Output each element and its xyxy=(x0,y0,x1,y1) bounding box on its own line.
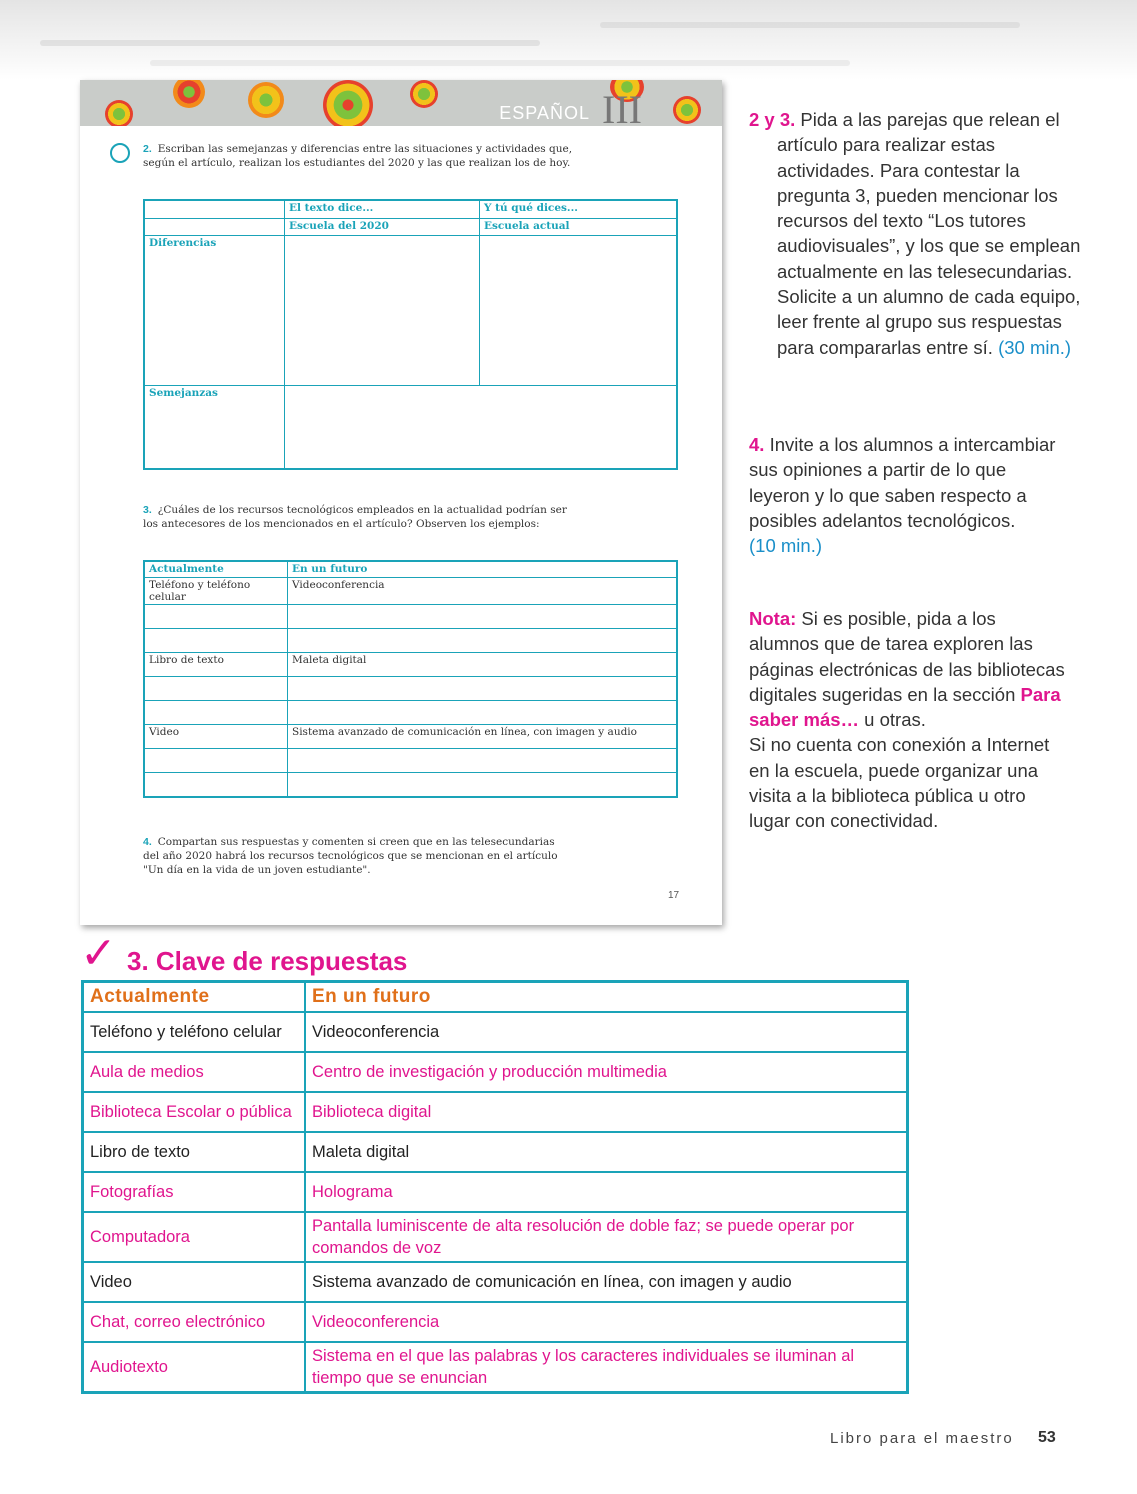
note-activity-4 xyxy=(749,432,1069,558)
table-row xyxy=(144,701,677,725)
table-row xyxy=(83,1132,908,1172)
table-row xyxy=(83,1302,908,1342)
table-header: Actualmente xyxy=(144,561,288,578)
table-cell xyxy=(144,629,288,653)
answer-key-title: 3. Clave de respuestas xyxy=(127,946,408,976)
table-header: Actualmente xyxy=(83,982,306,1012)
current-resource-cell: Fotografías xyxy=(83,1172,306,1212)
answer-cell xyxy=(285,386,678,470)
table-cell: Libro de texto xyxy=(144,653,288,677)
table-row xyxy=(83,1342,908,1393)
future-resource-cell: Maleta digital xyxy=(305,1132,908,1172)
question-2 xyxy=(143,142,583,170)
question-number: 2. xyxy=(143,143,152,155)
future-resource-cell: Pantalla luminiscente de alta resolución de doble faz; se puede operar por comandos de voz xyxy=(305,1212,908,1262)
table-cell xyxy=(144,773,288,798)
table-header: En un futuro xyxy=(305,982,908,1012)
current-resource-cell: Aula de medios xyxy=(83,1052,306,1092)
section-reference: Para saber más… xyxy=(749,683,1061,731)
future-resource-cell: Biblioteca digital xyxy=(305,1092,908,1132)
question-number: 3. xyxy=(143,504,152,516)
current-resource-cell: Computadora xyxy=(83,1212,306,1262)
student-page-thumbnail xyxy=(80,80,722,925)
table-cell xyxy=(144,701,288,725)
row-label-similarities: Semejanzas xyxy=(144,386,285,470)
table-header: En un futuro xyxy=(288,561,678,578)
differences-table xyxy=(143,199,678,470)
time-label: (30 min.) xyxy=(998,336,1072,358)
table-header: El texto dice... xyxy=(285,200,480,219)
page-banner xyxy=(80,80,722,126)
table-row xyxy=(144,578,677,605)
current-resource-cell: Video xyxy=(83,1262,306,1302)
table-header: Escuela del 2020 xyxy=(285,219,480,236)
table-row xyxy=(144,653,677,677)
current-resource-cell: Chat, correo electrónico xyxy=(83,1302,306,1342)
table-cell: Teléfono y teléfono celular xyxy=(144,578,288,605)
table-row xyxy=(83,1012,908,1052)
table-cell: Videoconferencia xyxy=(288,578,678,605)
table-header: Y tú qué dices... xyxy=(480,200,678,219)
subject-title: ESPAÑOL xyxy=(499,103,590,123)
table-row xyxy=(144,677,677,701)
table-cell xyxy=(288,773,678,798)
future-resource-cell: Videoconferencia xyxy=(305,1012,908,1052)
note-text: Si es posible, pida a los alumnos que de tarea exploren las páginas electrónicas de las bibliotecas digitales sugeridas en la sección xyxy=(749,608,1065,705)
table-cell xyxy=(144,605,288,629)
footer-book-title: Libro para el maestro xyxy=(830,1430,1014,1447)
question-4 xyxy=(143,835,573,877)
note-key: Nota: xyxy=(749,608,797,629)
inner-page-number: 17 xyxy=(668,890,680,901)
question-text: ¿Cuáles de los recursos tecnológicos empleados en la actualidad podrían ser los antecesores de los mencionados en el artículo? Observen los ejemplos: xyxy=(143,504,567,530)
table-cell xyxy=(144,749,288,773)
future-resource-cell: Holograma xyxy=(305,1172,908,1212)
time-label: (10 min.) xyxy=(749,535,822,557)
table-row xyxy=(83,1172,908,1212)
answer-cell xyxy=(480,236,678,386)
table-cell xyxy=(288,605,678,629)
table-cell xyxy=(288,629,678,653)
table-cell xyxy=(288,677,678,701)
refresh-icon xyxy=(110,143,130,163)
note-extra xyxy=(749,606,1069,834)
table-row xyxy=(144,773,677,798)
table-row xyxy=(144,629,677,653)
table-row xyxy=(144,725,677,749)
table-row xyxy=(144,749,677,773)
table-row xyxy=(144,605,677,629)
note-activities-2-3 xyxy=(749,107,1097,360)
question-text: Compartan sus respuestas y comenten si creen que en las telesecundarias del año 2020 habrá los recursos tecnológicos que se mencionan en el artículo "Un día en la vida de un joven estudiante". xyxy=(143,836,558,876)
decor-circle xyxy=(173,80,205,108)
note-key: 2 y 3. xyxy=(749,109,796,130)
future-resource-cell: Sistema avanzado de comunicación en línea, con imagen y audio xyxy=(305,1262,908,1302)
brush-streak xyxy=(150,60,850,66)
decor-circle xyxy=(105,100,133,126)
brush-stroke-header xyxy=(0,0,1137,80)
note-key: 4. xyxy=(749,434,765,455)
answer-cell xyxy=(285,236,480,386)
table-cell xyxy=(144,200,285,219)
future-resource-cell: Videoconferencia xyxy=(305,1302,908,1342)
table-row xyxy=(83,1212,908,1262)
answer-key-table xyxy=(81,980,909,1394)
footer-page-number: 53 xyxy=(1038,1429,1056,1446)
table-cell xyxy=(144,219,285,236)
grade-roman: III xyxy=(602,87,642,126)
question-3 xyxy=(143,503,573,531)
current-resource-cell: Audiotexto xyxy=(83,1342,306,1393)
table-row xyxy=(83,1092,908,1132)
table-header: Escuela actual xyxy=(480,219,678,236)
current-resource-cell: Biblioteca Escolar o pública xyxy=(83,1092,306,1132)
brush-streak xyxy=(600,22,1020,28)
question-number: 4. xyxy=(143,836,152,848)
table-cell: Maleta digital xyxy=(288,653,678,677)
technology-table xyxy=(143,560,678,798)
note-text: Si no cuenta con conexión a Internet en la escuela, puede organizar una visita a la biblioteca pública u otro lugar con conectividad. xyxy=(749,734,1050,832)
check-icon: ✓ xyxy=(80,929,117,978)
decor-circle xyxy=(248,82,284,118)
question-text: Escriban las semejanzas y diferencias entre las situaciones y actividades que, según el artículo, realizan los estudiantes del 2020 y las que realizan los de hoy. xyxy=(143,143,573,169)
table-cell: Sistema avanzado de comunicación en línea, con imagen y audio xyxy=(288,725,678,749)
note-text: u otras. xyxy=(859,709,926,731)
future-resource-cell: Centro de investigación y producción multimedia xyxy=(305,1052,908,1092)
table-row xyxy=(83,1262,908,1302)
brush-streak xyxy=(40,40,540,46)
table-cell xyxy=(288,749,678,773)
note-text: Invite a los alumnos a intercambiar sus opiniones a partir de lo que leyeron y lo que saben respecto a posibles adelantos tecnológicos. xyxy=(749,434,1056,531)
table-cell: Video xyxy=(144,725,288,749)
future-resource-cell: Sistema en el que las palabras y los caracteres individuales se iluminan al tiempo que se enuncian xyxy=(305,1342,908,1393)
current-resource-cell: Libro de texto xyxy=(83,1132,306,1172)
decor-circle xyxy=(323,80,373,126)
decor-circle xyxy=(410,80,438,108)
row-label-differences: Diferencias xyxy=(144,236,285,386)
current-resource-cell: Teléfono y teléfono celular xyxy=(83,1012,306,1052)
decor-circle xyxy=(673,96,701,124)
table-cell xyxy=(144,677,288,701)
table-cell xyxy=(288,701,678,725)
note-text: Pida a las parejas que relean el artículo para realizar estas actividades. Para contestar la pregunta 3, pueden mencionar los recursos del texto “Los tutores audiovisuales”, y los que se emplean actualmente en las telesecundarias. Solicite a un alumno de cada equipo, leer frente al grupo sus respuestas para compararlas entre sí. xyxy=(777,109,1081,358)
table-row xyxy=(83,1052,908,1092)
